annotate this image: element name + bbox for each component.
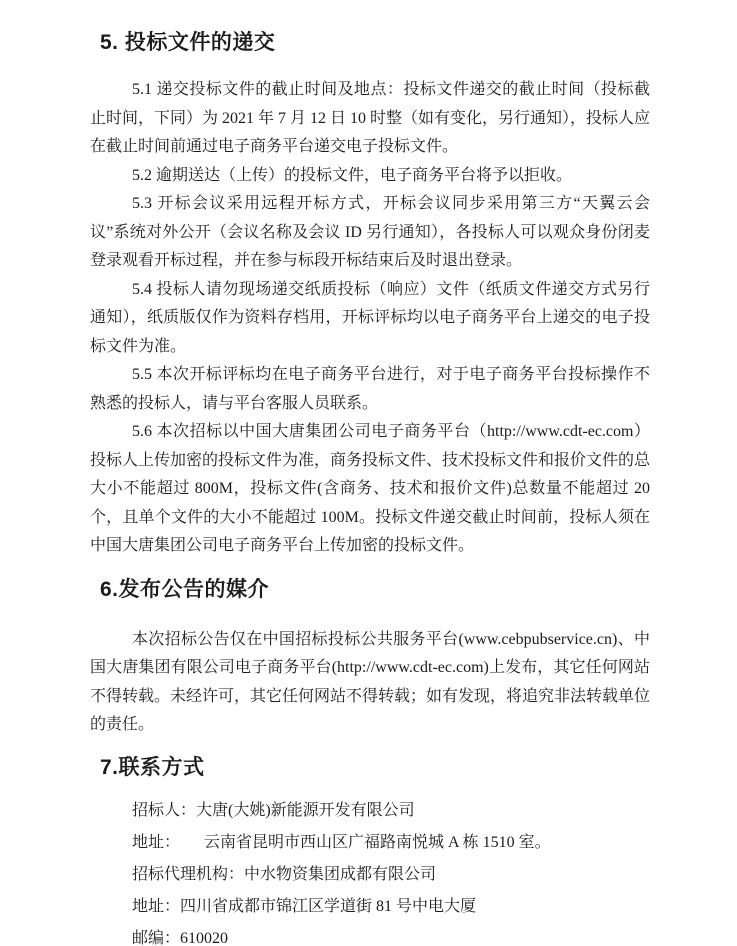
contact-line-agency-address: 地址：四川省成都市锦江区学道街 81 号中电大厦 xyxy=(132,897,477,915)
contact-line-agency: 招标代理机构：中水物资集团成都有限公司 xyxy=(132,865,437,883)
paragraph-5-6: 5.6 本次招标以中国大唐集团公司电子商务平台（http://www.cdt-ec.com）投标人上传加密的投标文件为准，商务投标文件、技术投标文件和报价文件的总大小不能超过 800M，投标文件(含商务、技术和报价文件)总数量不能超过 20 个，且单个文件的大小不能超过 100M。投标文件递交截止时间前，投标人须在中国大唐集团公司电子商务平台上传加密的投标文件。 xyxy=(90,423,651,554)
paragraph-5-1: 5.1 递交投标文件的截止时间及地点：投标文件递交的截止时间（投标截止时间，下同）为 2021 年 7 月 12 日 10 时整（如有变化，另行通知），投标人应在截止时间前通过电子商务平台递交电子投标文件。 xyxy=(90,81,651,155)
section-heading-announcement-media: 6.发布公告的媒介 xyxy=(100,577,270,601)
contact-block xyxy=(90,795,650,946)
paragraph-6-1: 本次招标公告仅在中国招标投标公共服务平台(www.cebpubservice.cn)、中国大唐集团有限公司电子商务平台(http://www.cdt-ec.com)上发布，其它任何网站不得转载。未经许可，其它任何网站不得转载；如有发现，将追究非法转载单位的责任。 xyxy=(90,630,651,733)
contact-line-bidder-address: 地址： 云南省昆明市西山区广福路南悦城 A 栋 1510 室。 xyxy=(132,833,551,851)
contact-line-bidder: 招标人：大唐(大姚)新能源开发有限公司 xyxy=(132,801,415,819)
paragraph-5-3: 5.3 开标会议采用远程开标方式，开标会议同步采用第三方“天翼云会议”系统对外公开（会议名称及会议 ID 另行通知），各投标人可以观众身份闭麦登录观看开标过程，并在参与标段开标结束后及时退出登录。 xyxy=(90,195,650,269)
paragraph-5-2: 5.2 逾期送达（上传）的投标文件，电子商务平台将予以拒收。 xyxy=(132,166,573,184)
contact-line-postcode: 邮编：610020 xyxy=(132,929,229,946)
paragraph-5-5: 5.5 本次开标评标均在电子商务平台进行，对于电子商务平台投标操作不熟悉的投标人，请与平台客服人员联系。 xyxy=(90,366,650,412)
paragraph-5-4: 5.4 投标人请勿现场递交纸质投标（响应）文件（纸质文件递交方式另行通知），纸质版仅作为资料存档用，开标评标均以电子商务平台上递交的电子投标文件为准。 xyxy=(90,280,650,355)
section-heading-bid-submission: 5. 投标文件的递交 xyxy=(100,31,276,54)
section-heading-contact-info: 7.联系方式 xyxy=(100,755,205,779)
